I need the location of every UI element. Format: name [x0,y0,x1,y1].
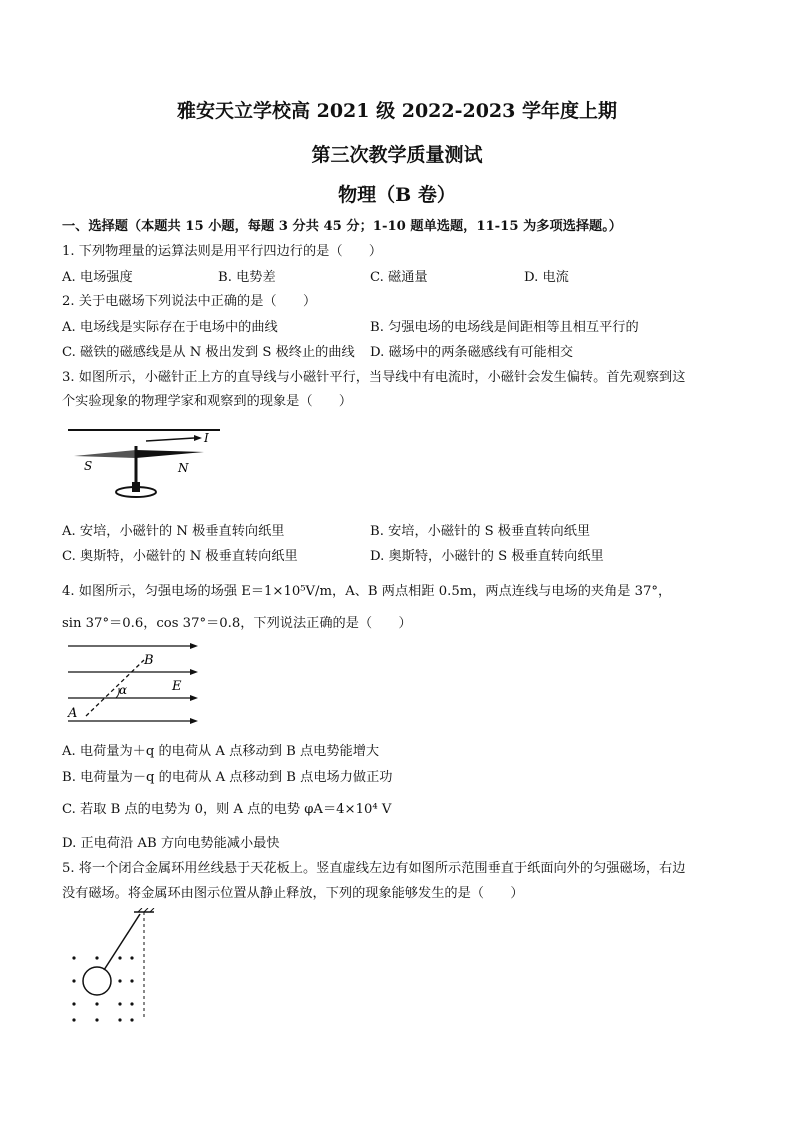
q1-option-d: D. 电流 [524,270,569,285]
q3-option-c: C. 奥斯特，小磁针的 N 极垂直转向纸里 [62,549,298,564]
q4-label-alpha: α [119,683,128,697]
section-heading: 一、选择题（本题共 15 小题，每题 3 分共 45 分；1-10 题单选题，11-15 为多项选择题。） [62,219,622,234]
q3-compass-figure [64,420,224,506]
q1-option-a: A. 电场强度 [62,270,133,285]
q2-option-a: A. 电场线是实际存在于电场中的曲线 [62,320,278,335]
q3-label-s: S [84,459,93,473]
q4-label-b: B [144,653,154,668]
q4-option-c: C. 若取 B 点的电势为 0，则 A 点的电势 φA＝4×10⁴ V [62,802,392,817]
q3-option-b: B. 安培，小磁针的 S 极垂直转向纸里 [370,524,591,539]
q3-label-i: I [204,431,209,445]
q4-label-e: E [172,679,182,694]
q3-option-d: D. 奥斯特，小磁针的 S 极垂直转向纸里 [370,549,604,564]
question-3-stem-line2: 个实验现象的物理学家和观察到的现象是（ ） [62,394,353,409]
q1-option-c: C. 磁通量 [370,270,428,285]
question-5-stem-line2: 没有磁场。将金属环由图示位置从静止释放，下列的现象能够发生的是（ ） [62,886,524,901]
question-5-stem-line1: 5. 将一个闭合金属环用丝线悬于天花板上。竖直虚线左边有如图所示范围垂直于纸面向外的匀强磁场，右边 [62,861,686,876]
q4-field-figure [64,638,204,728]
q3-option-a: A. 安培，小磁针的 N 极垂直转向纸里 [62,524,285,539]
q4-option-b: B. 电荷量为－q 的电荷从 A 点移动到 B 点电场力做正功 [62,770,393,785]
exam-title: 雅安天立学校高 2021 级 2022-2023 学年度上期 [177,100,617,122]
q2-option-c: C. 磁铁的磁感线是从 N 极出发到 S 极终止的曲线 [62,345,355,360]
question-4-stem-line1: 4. 如图所示，匀强电场的场强 E＝1×10⁵V/m，A、B 两点相距 0.5m，两点连线与电场的夹角是 37°， [62,584,672,599]
q2-option-b: B. 匀强电场的电场线是间距相等且相互平行的 [370,320,639,335]
question-3-stem-line1: 3. 如图所示，小磁针正上方的直导线与小磁针平行，当导线中有电流时，小磁针会发生偏转。首先观察到这 [62,370,686,385]
question-1-stem: 1. 下列物理量的运算法则是用平行四边行的是（ ） [62,244,383,259]
q5-pendulum-figure [64,908,164,1024]
q2-option-d: D. 磁场中的两条磁感线有可能相交 [370,345,574,360]
question-4-stem-line2: sin 37°＝0.6，cos 37°＝0.8，下列说法正确的是（ ） [62,616,412,631]
exam-subtitle: 第三次教学质量测试 [311,144,483,166]
exam-paper-label: 物理（B 卷） [338,184,456,206]
q1-option-b: B. 电势差 [218,270,276,285]
q4-label-a: A [68,706,78,721]
q4-option-d: D. 正电荷沿 AB 方向电势能减小最快 [62,836,280,851]
q4-option-a: A. 电荷量为＋q 的电荷从 A 点移动到 B 点电势能增大 [62,744,380,759]
question-2-stem: 2. 关于电磁场下列说法中正确的是（ ） [62,294,317,309]
q3-label-n: N [178,461,189,475]
